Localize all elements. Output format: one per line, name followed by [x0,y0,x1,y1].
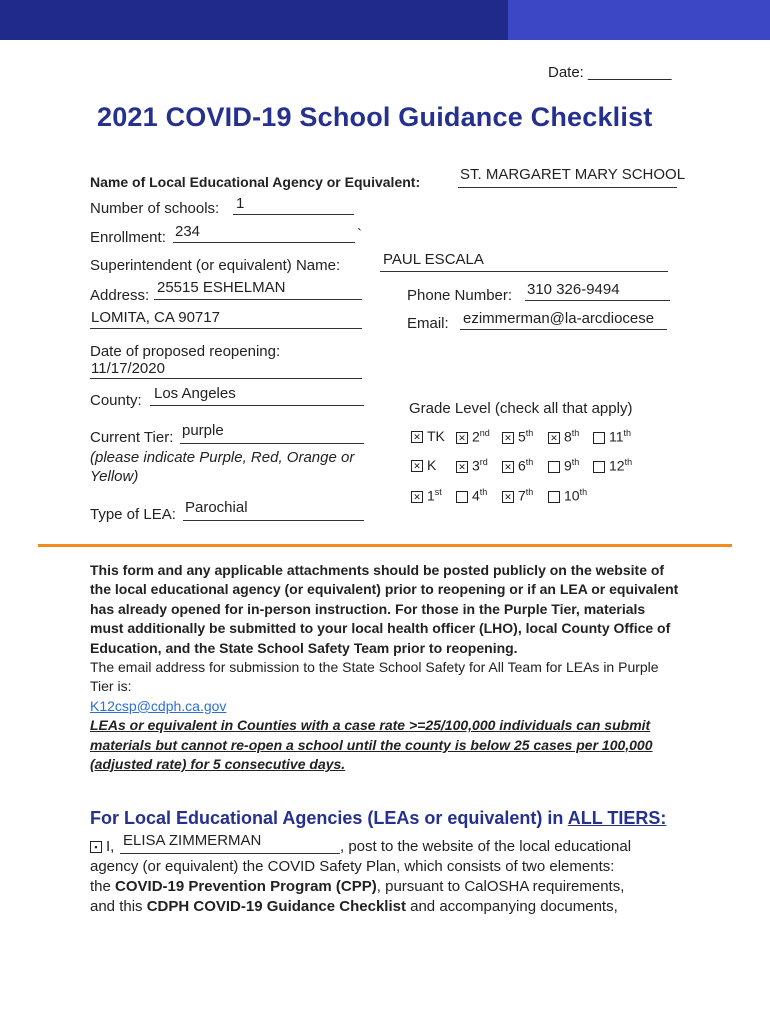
submission-email-link[interactable]: K12csp@cdph.ca.gov [90,697,227,714]
grade-6[interactable] [502,457,533,474]
grade-tk[interactable] [411,428,445,444]
phone-line [525,300,670,301]
date-field: Date: __________ [548,64,672,81]
attestation-line3: the COVID-19 Prevention Program (CPP), pursuant to CalOSHA requirements, [90,878,625,895]
grade-5[interactable] [502,428,533,445]
grade-label: 6 [518,457,526,474]
grade-checkbox[interactable] [593,432,605,444]
phone-label: Phone Number: [407,287,513,304]
grade-2[interactable] [456,428,490,445]
grade-label: 4 [472,487,480,504]
grade-label: 5 [518,428,526,445]
grade-checkbox[interactable]: ✕ [411,491,423,503]
grade-8[interactable] [548,428,579,445]
grade-suffix: rd [479,457,488,467]
phone-value[interactable]: 310 326-9494 [527,281,620,298]
grade-checkbox[interactable]: ✕ [502,432,514,444]
address-line2-value[interactable]: LOMITA, CA 90717 [91,309,220,326]
grade-checkbox[interactable]: ✕ [548,432,560,444]
type-line [183,520,364,521]
attestation-text-after: , post to the website of the local educational [340,838,632,855]
section-heading [90,808,666,829]
grade-11[interactable] [593,428,631,445]
county-value[interactable]: Los Angeles [154,385,236,402]
email-line [460,329,667,330]
attestation-line1 [90,838,114,855]
grade-checkbox[interactable] [456,491,468,503]
grade-label: 11 [609,428,624,445]
grade-checkbox[interactable] [593,461,605,473]
grade-suffix: nd [479,428,490,438]
enrollment-line [173,242,355,243]
grade-label: K [427,457,437,473]
lea-value[interactable]: ST. MARGARET MARY SCHOOL [460,166,686,183]
grade-checkbox[interactable]: ✕ [456,461,468,473]
schools-value[interactable]: 1 [236,195,245,212]
address-line [154,299,362,300]
grade-4[interactable] [456,487,487,504]
grade-1[interactable] [411,487,442,504]
type-label: Type of LEA: [90,506,176,523]
email-label: Email: [407,315,449,332]
grade-suffix: th [579,487,588,497]
grade-suffix: th [623,428,632,438]
reopen-line [90,378,362,379]
attestation-line2: agency (or equivalent) the COVID Safety Plan, which consists of two elements: [90,858,615,875]
grade-checkbox[interactable] [548,491,560,503]
grade-label: TK [427,428,445,444]
grade-label: 9 [564,457,572,474]
reopen-value[interactable]: 11/17/2020 [91,360,165,377]
type-value[interactable]: Parochial [185,499,248,516]
grade-suffix: th [525,428,534,438]
grade-7[interactable] [502,487,533,504]
address-line2-line [90,328,362,329]
grade-checkbox[interactable]: ✕ [502,491,514,503]
grade-k[interactable] [411,457,436,473]
schools-label: Number of schools: [90,200,220,217]
address-value[interactable]: 25515 ESHELMAN [157,279,286,296]
notice-emphasis-text: LEAs or equivalent in Counties with a case rate >=25/100,000 individuals can submit materials but cannot re-open a school until the county is below 25 cases per 100,000 (adjusted rate) for 5 consecutive days. [90,717,653,773]
grade-label: 7 [518,487,526,504]
grade-checkbox[interactable] [548,461,560,473]
grade-suffix: th [571,428,580,438]
attestation-i: I, [106,838,115,855]
grade-3[interactable] [456,457,488,474]
signer-line [120,853,340,854]
notice-bold-text: This form and any applicable attachments should be posted publicly on the website of the local educational agency (or equivalent) prior to reopening or if an LEA or equivalent has already opened for in-person instruction. For those in the Purple Tier, materials must additionally be submitted to your local health officer (LHO), local County Office of Education, and the State School Safety Team prior to reopening. [90,562,679,656]
grade-suffix: st [434,487,442,497]
grade-checkbox[interactable]: ✕ [411,460,423,472]
grade-label: 2 [472,428,480,445]
grade-checkbox[interactable]: ✕ [502,461,514,473]
enrollment-value[interactable]: 234 [175,223,201,240]
county-label: County: [90,392,142,409]
reopen-label: Date of proposed reopening: [90,343,281,360]
lea-label: Name of Local Educational Agency or Equivalent: [90,174,421,190]
section-heading-prefix: For Local Educational Agencies (LEAs or equivalent) in [90,808,568,828]
notice-plain-text: The email address for submission to the State School Safety for All Team for LEAs in Purple Tier is: [90,659,659,695]
tier-line [180,443,364,444]
grade-12[interactable] [593,457,632,474]
grade-suffix: th [525,457,534,467]
superintendent-line [380,271,668,272]
page-title: 2021 COVID-19 School Guidance Checklist [97,102,653,132]
grade-label: 1 [427,487,435,504]
schools-line [233,214,354,215]
email-value[interactable]: ezimmerman@la-arcdiocese [463,310,655,327]
header-accent [508,0,770,40]
grade-10[interactable] [548,487,587,504]
grade-suffix: th [479,487,488,497]
grade-label: 3 [472,457,480,474]
grade-label: 10 [564,487,580,504]
grade-label: 12 [609,457,625,474]
tier-label: Current Tier: [90,429,174,446]
superintendent-value[interactable]: PAUL ESCALA [383,251,484,268]
enrollment-label: Enrollment: [90,229,166,246]
grade-suffix: th [525,487,534,497]
cpp-term: COVID-19 Prevention Program (CPP) [115,878,377,895]
grade-label: 8 [564,428,572,445]
enrollment-mark: ` [357,226,362,243]
section-heading-tiers: ALL TIERS: [567,808,667,828]
signer-name[interactable]: ELISA ZIMMERMAN [123,832,262,849]
attestation-line4: and this CDPH COVID-19 Guidance Checklist and accompanying documents, [90,898,618,915]
notice-block [90,561,682,774]
grade-checkbox[interactable]: ✕ [411,431,423,443]
address-label: Address: [90,287,150,304]
lea-line [458,187,677,188]
tier-value[interactable]: purple [182,422,224,439]
grade-9[interactable] [548,457,579,474]
grade-suffix: th [624,457,633,467]
county-line [150,405,364,406]
checklist-term: CDPH COVID-19 Guidance Checklist [146,898,406,915]
attestation-checkbox[interactable]: ▪ [90,841,102,853]
section-divider [38,544,732,547]
grade-checkbox[interactable]: ✕ [456,432,468,444]
grade-suffix: th [571,457,580,467]
superintendent-label: Superintendent (or equivalent) Name: [90,257,341,274]
grade-level-label: Grade Level (check all that apply) [409,400,633,417]
tier-note: (please indicate Purple, Red, Orange or Yellow) [90,449,355,485]
